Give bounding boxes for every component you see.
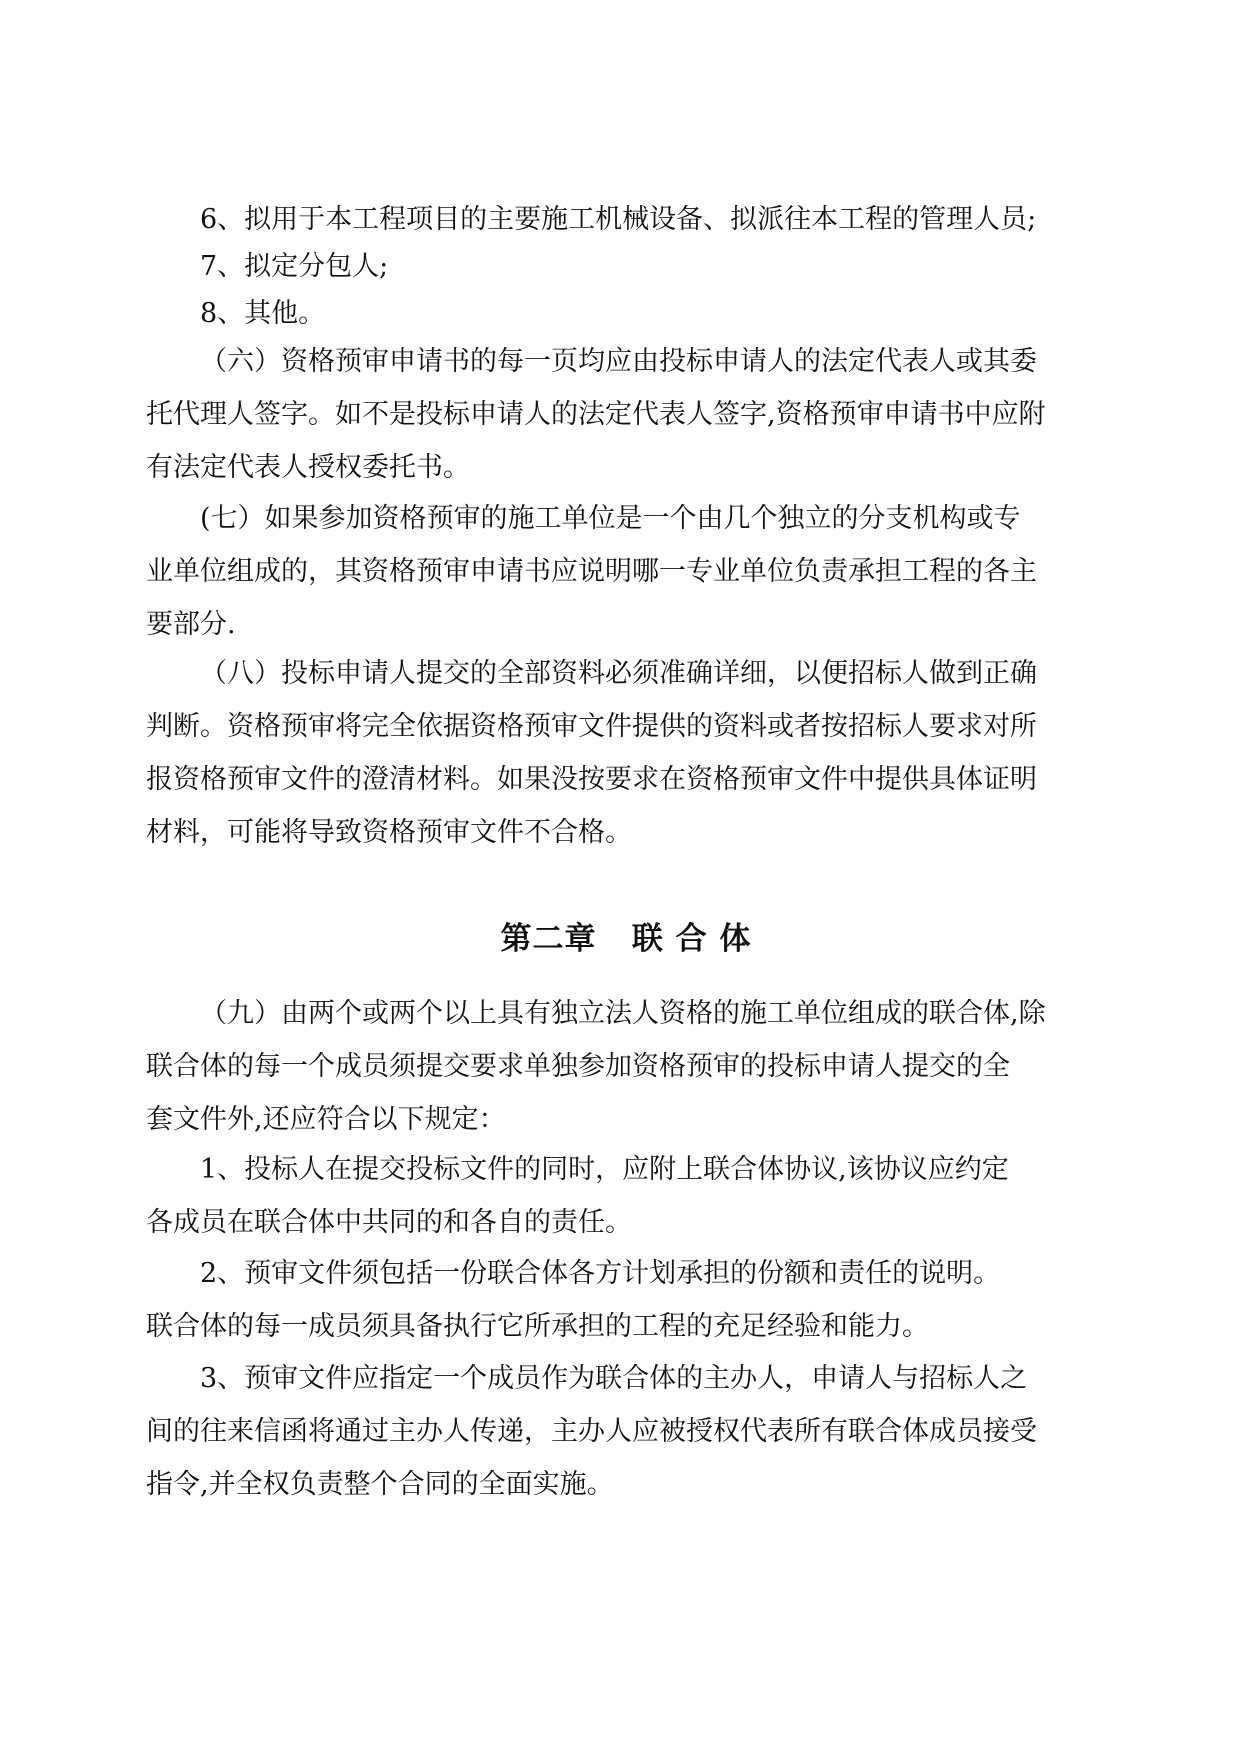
rule-1 [146,1143,1106,1249]
rule-2-line-1: 2、预审文件须包括一份联合体各方计划承担的份额和责任的说明。 [200,1258,1001,1289]
paragraph-7-line-2: 业单位组成的，其资格预审申请书应说明哪一专业单位负责承担工程的各主 [146,556,1037,587]
paragraph-8-line-1: （八）投标申请人提交的全部资料必须准确详细，以便招标人做到正确 [200,658,1037,689]
paragraph-7-line-1: (七）如果参加资格预审的施工单位是一个由几个独立的分支机构或专 [200,503,1021,534]
paragraph-9 [146,987,1106,1146]
paragraph-8-line-4: 材料，可能将导致资格预审文件不合格。 [146,817,632,848]
paragraph-8-line-2: 判断。资格预审将完全依据资格预审文件提供的资料或者按招标人要求对所 [146,711,1037,742]
rule-3-line-1: 3、预审文件应指定一个成员作为联合体的主办人，申请人与招标人之 [200,1363,1028,1394]
paragraph-7 [146,492,1106,651]
item-6 [146,193,1106,246]
rule-3-line-2: 间的往来信函将通过主办人传递，主办人应被授权代表所有联合体成员接受 [146,1416,1037,1447]
paragraph-8-line-3: 报资格预审文件的澄清材料。如果没按要求在资格预审文件中提供具体证明 [146,764,1037,795]
item-7-line: 7、拟定分包人; [200,251,389,282]
item-6-line: 6、拟用于本工程项目的主要施工机械设备、拟派往本工程的管理人员; [200,204,1037,235]
paragraph-6-line-2: 托代理人签字。如不是投标申请人的法定代表人签字,资格预审申请书中应附 [146,399,1046,430]
paragraph-8 [146,647,1106,859]
paragraph-9-line-1: （九）由两个或两个以上具有独立法人资格的施工单位组成的联合体,除 [200,998,1046,1029]
item-8-line: 8、其他。 [200,298,326,329]
paragraph-6-line-1: （六）资格预审申请书的每一页均应由投标申请人的法定代表人或其委 [200,346,1037,377]
chapter-title: 第二章 联 合 体 [500,921,752,957]
paragraph-9-line-2: 联合体的每一个成员须提交要求单独参加资格预审的投标申请人提交的全 [146,1051,1010,1082]
paragraph-7-line-3: 要部分. [146,609,236,640]
item-8 [146,287,1106,340]
paragraph-6-line-3: 有法定代表人授权委托书。 [146,452,470,483]
rule-3-line-3: 指令,并全权负责整个合同的全面实施。 [146,1469,614,1500]
paragraph-9-line-3: 套文件外,还应符合以下规定： [146,1104,506,1135]
rule-2-line-2: 联合体的每一成员须具备执行它所承担的工程的充足经验和能力。 [146,1311,929,1342]
item-7 [146,240,1106,293]
rule-1-line-2: 各成员在联合体中共同的和各自的责任。 [146,1207,632,1238]
paragraph-6 [146,335,1106,494]
rule-3 [146,1352,1106,1511]
rule-2 [146,1247,1106,1353]
rule-1-line-1: 1、投标人在提交投标文件的同时，应附上联合体协议,该协议应约定 [200,1154,1009,1185]
